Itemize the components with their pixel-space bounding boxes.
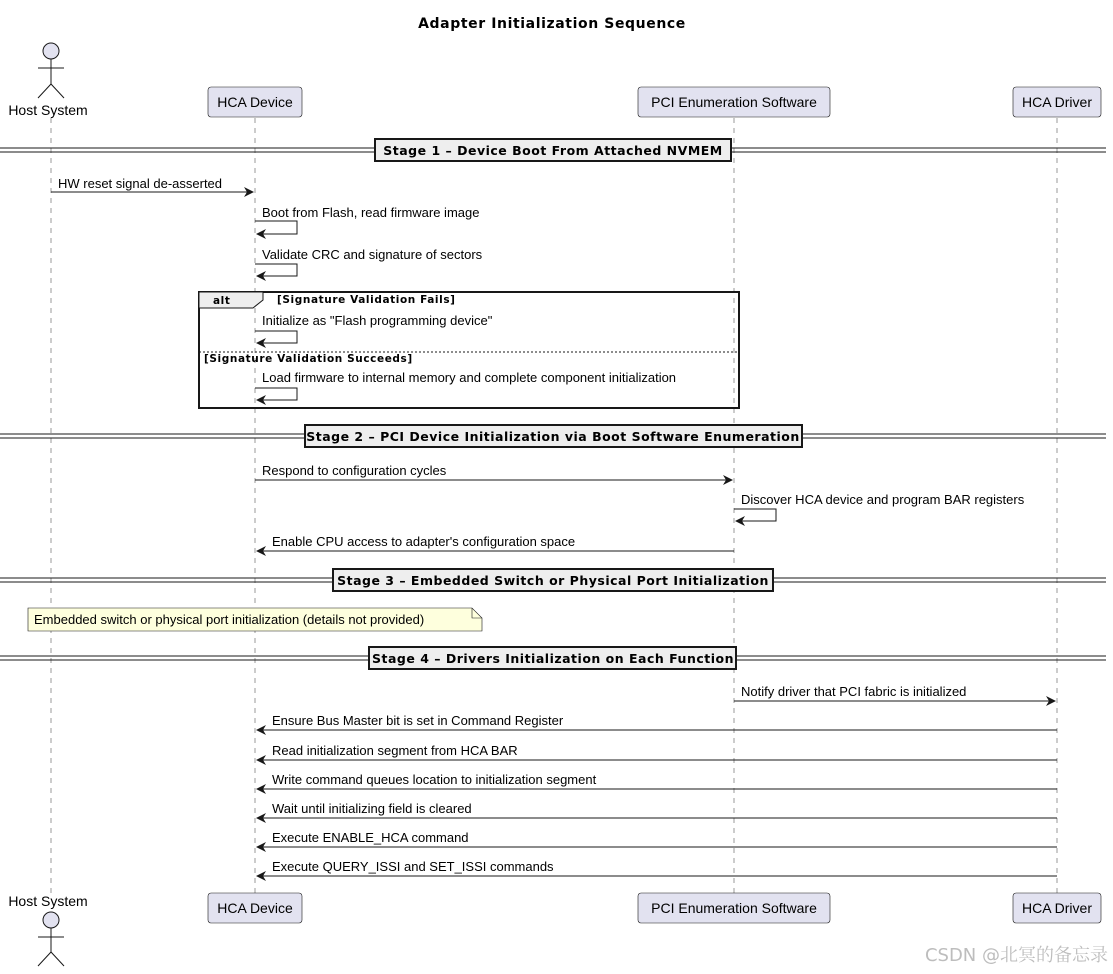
watermark: CSDN @北冥的备忘录 xyxy=(924,945,1108,966)
message-write-command-queues[interactable] xyxy=(257,772,1057,789)
message-enable-cpu-access[interactable] xyxy=(257,534,734,551)
participant-label: Host System xyxy=(8,893,88,909)
participant-label: HCA Device xyxy=(217,94,293,110)
message-label: Execute QUERY_ISSI and SET_ISSI commands xyxy=(272,859,554,874)
message-init-flash-programming[interactable] xyxy=(255,313,493,343)
diagram-title: Adapter Initialization Sequence xyxy=(418,16,686,32)
alt-guard-fails: [Signature Validation Fails] xyxy=(277,294,456,306)
participant-driver-bottom[interactable] xyxy=(1013,893,1101,923)
note-embedded-switch xyxy=(28,608,482,631)
message-hw-reset[interactable] xyxy=(51,176,253,192)
participant-label: HCA Device xyxy=(217,900,293,916)
participant-pci-top[interactable] xyxy=(638,87,830,117)
divider-label: Stage 4 – Drivers Initialization on Each Function xyxy=(372,651,734,666)
stage-divider-4 xyxy=(0,647,1106,669)
participant-hca-top[interactable] xyxy=(208,87,302,117)
message-respond-config-cycles[interactable] xyxy=(255,463,732,480)
message-label: Write command queues location to initialization segment xyxy=(272,772,597,787)
participant-hca-bottom[interactable] xyxy=(208,893,302,923)
message-label: Wait until initializing field is cleared xyxy=(272,801,472,816)
participant-label: PCI Enumeration Software xyxy=(651,94,817,110)
message-label: Execute ENABLE_HCA command xyxy=(272,830,469,845)
stage-divider-3 xyxy=(0,569,1106,591)
message-bus-master[interactable] xyxy=(257,713,1057,730)
stage-divider-1 xyxy=(0,139,1106,161)
message-label: Read initialization segment from HCA BAR xyxy=(272,743,518,758)
message-validate-crc[interactable] xyxy=(255,247,483,276)
actor-stick-figure-icon xyxy=(38,43,64,98)
message-wait-initializing[interactable] xyxy=(257,801,1057,818)
message-label: Boot from Flash, read firmware image xyxy=(262,205,480,220)
actor-host-top[interactable] xyxy=(8,43,87,118)
message-load-firmware[interactable] xyxy=(255,370,676,400)
stage-divider-2 xyxy=(0,425,1106,447)
actor-host-bottom[interactable] xyxy=(8,893,87,966)
message-label: Validate CRC and signature of sectors xyxy=(262,247,483,262)
message-label: Notify driver that PCI fabric is initialized xyxy=(741,684,967,699)
divider-label: Stage 1 – Device Boot From Attached NVMEM xyxy=(383,143,723,158)
divider-label: Stage 3 – Embedded Switch or Physical Port Initialization xyxy=(337,573,769,588)
message-query-set-issi[interactable] xyxy=(257,859,1057,876)
participant-pci-bottom[interactable] xyxy=(638,893,830,923)
message-discover-hca[interactable] xyxy=(734,492,1025,521)
message-read-init-segment[interactable] xyxy=(257,743,1057,760)
message-label: Load firmware to internal memory and complete component initialization xyxy=(262,370,677,385)
alt-guard-succeeds: [Signature Validation Succeeds] xyxy=(204,353,413,365)
divider-label: Stage 2 – PCI Device Initialization via Boot Software Enumeration xyxy=(306,429,800,444)
message-label: Initialize as "Flash programming device" xyxy=(262,313,493,328)
participant-label: PCI Enumeration Software xyxy=(651,900,817,916)
alt-label: alt xyxy=(213,295,231,307)
participant-label: HCA Driver xyxy=(1021,94,1093,110)
note-text: Embedded switch or physical port initialization (details not provided) xyxy=(34,612,425,627)
message-enable-hca[interactable] xyxy=(257,830,1057,847)
message-label: Discover HCA device and program BAR registers xyxy=(741,492,1025,507)
message-label: HW reset signal de-asserted xyxy=(58,176,223,191)
message-notify-driver[interactable] xyxy=(734,684,1055,701)
message-boot-from-flash[interactable] xyxy=(255,205,479,234)
alt-fragment xyxy=(199,292,739,408)
participant-driver-top[interactable] xyxy=(1013,87,1101,117)
message-label: Ensure Bus Master bit is set in Command Register xyxy=(272,713,564,728)
actor-stick-figure-icon xyxy=(38,912,64,966)
participant-label: Host System xyxy=(8,102,88,118)
message-label: Respond to configuration cycles xyxy=(262,463,447,478)
message-label: Enable CPU access to adapter's configuration space xyxy=(272,534,576,549)
participant-label: HCA Driver xyxy=(1021,900,1093,916)
